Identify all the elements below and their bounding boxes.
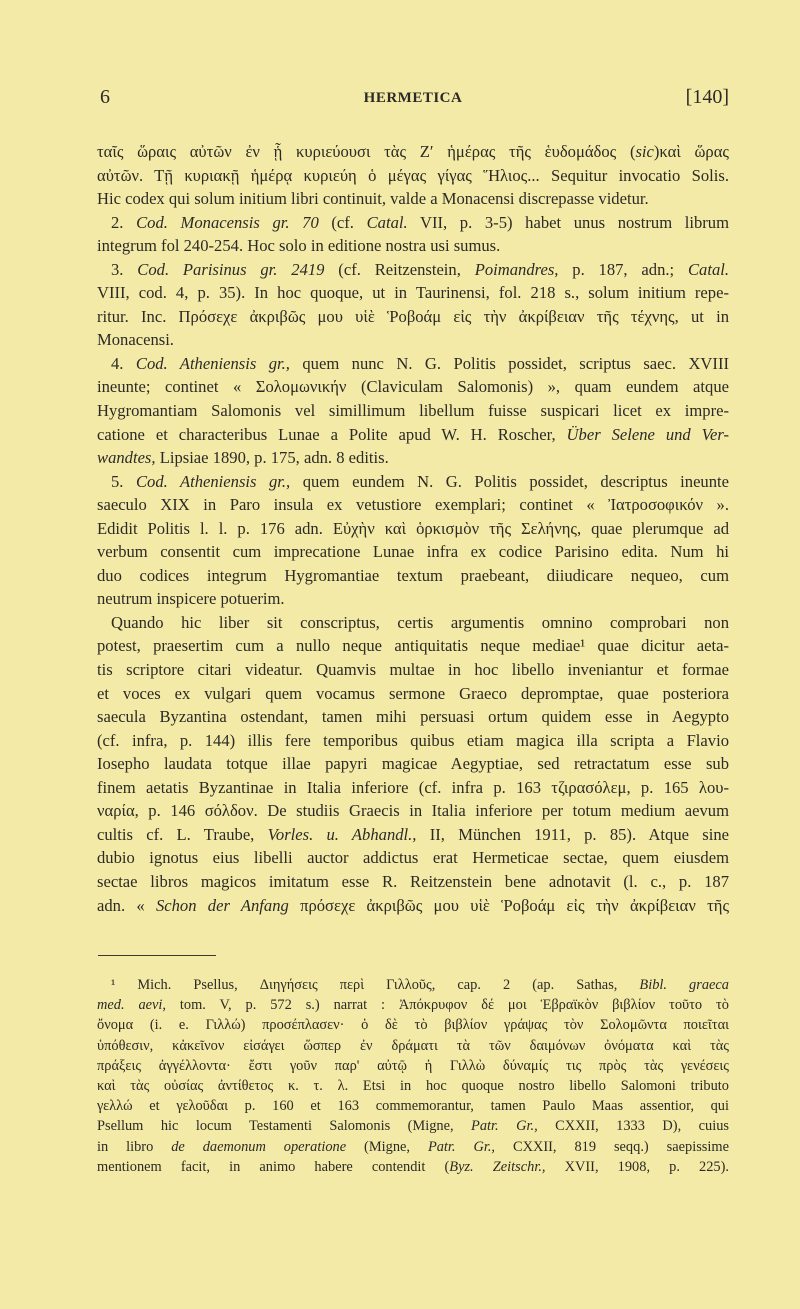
body-line bbox=[97, 352, 729, 376]
body-line bbox=[97, 752, 729, 776]
body-line bbox=[97, 894, 729, 918]
footnote-line bbox=[97, 1116, 729, 1136]
italic-text: Cod. Atheniensis gr., bbox=[135, 353, 290, 373]
body-line bbox=[97, 211, 729, 235]
italic-text: Patr. Gr., bbox=[427, 1138, 496, 1155]
text-segment: finem aetatis Byzantinae in Italia inferiore (cf. infra p. 163 τζιρασόλεμ, p. 165 λου- bbox=[97, 777, 729, 797]
text-segment: Psellum hic locum Testamenti Salomonis (Migne, bbox=[97, 1118, 472, 1135]
text-segment: 4. bbox=[111, 353, 136, 373]
footnote bbox=[97, 975, 729, 1177]
text-segment: 5. bbox=[111, 471, 136, 491]
text-segment: VII, p. 3-5) habet unus nostrum librum bbox=[407, 212, 729, 232]
footnote-line bbox=[97, 1076, 729, 1096]
italic-text: Byz. Zeitschr., bbox=[449, 1158, 546, 1175]
body-line bbox=[97, 187, 729, 211]
body-line bbox=[97, 305, 729, 329]
text-segment: et voces ex vulgari quem vocamus sermone Graeco depromptae, quae posteriora bbox=[97, 683, 729, 703]
body-line bbox=[97, 729, 729, 753]
footnote-line bbox=[97, 975, 729, 995]
text-segment: dubio ignotus eius libelli auctor addictus erat Hermeticae sectae, quem eiusdem bbox=[97, 848, 729, 868]
text-segment: Monacensi. bbox=[97, 330, 174, 350]
footnote-line bbox=[97, 1157, 729, 1177]
text-segment: Lipsiae 1890, p. 175, adn. 8 editis. bbox=[155, 448, 389, 468]
text-segment: tis scriptore citari videatur. Quamvis multae in hoc libello inveniantur et formae bbox=[97, 660, 729, 680]
text-segment: duo codices integrum Hygromantiae textum praebeant, diiudicare nequeo, cum bbox=[97, 565, 729, 585]
text-segment: (cf. infra, p. 144) illis fere temporibus quibus etiam magica illa scripta a Flavio bbox=[97, 730, 729, 750]
body-line bbox=[97, 517, 729, 541]
italic-text: de daemonum operatione bbox=[171, 1138, 347, 1155]
text-segment: ὑπόθεσιν, κἀκεῖνον εἰσάγει ὥσπερ ἐν δράματι τὰ τῶν δαιμόνων ὀνόματα καὶ τὰς bbox=[97, 1037, 729, 1054]
body-line bbox=[97, 587, 729, 611]
text-segment: saecula Byzantina ostendant, tamen mihi persuasi ortum quidem esse in Aegypto bbox=[97, 707, 729, 727]
page-number: 6 bbox=[100, 86, 110, 108]
text-segment: saeculo XIX in Paro insula ex vetustiore exemplari; continet « Ἰατροσοφικόν ». bbox=[97, 495, 729, 515]
body-line bbox=[97, 140, 729, 164]
text-segment: ¹ Mich. Psellus, Διηγήσεις περὶ Γιλλοῦς, cap. 2 (ap. Sathas, bbox=[111, 977, 640, 993]
text-segment: )καὶ ὥρας bbox=[653, 142, 729, 161]
italic-text: wandtes, bbox=[97, 448, 156, 468]
text-segment: 3. bbox=[111, 259, 138, 279]
text-segment: (Migne, bbox=[346, 1138, 428, 1155]
text-segment: quem nunc N. G. Politis possidet, scriptus saec. XVIII bbox=[289, 353, 729, 373]
text-segment: καὶ τὰς οὐσίας ἀντίθετος κ. τ. λ. Etsi in hoc quoque nostro libello Salomoni tributo bbox=[97, 1077, 729, 1094]
body-line bbox=[97, 164, 729, 188]
italic-text: Schon der Anfang bbox=[155, 895, 289, 915]
footnote-line bbox=[97, 1096, 729, 1116]
text-segment: ταῖς ὥραις αὐτῶν ἐν ᾗ κυριεύουσι τὰς Ζ′ ἡμέρας τῆς ἑυδομάδος ( bbox=[97, 142, 636, 161]
body-line bbox=[97, 658, 729, 682]
bracketed-page-number: [140] bbox=[685, 86, 729, 108]
running-title: HERMETICA bbox=[363, 90, 463, 106]
italic-text: Cod. Parisinus gr. 2419 bbox=[137, 259, 325, 279]
body-line bbox=[97, 682, 729, 706]
body-line bbox=[97, 399, 729, 423]
text-segment: p. 187, adn.; bbox=[558, 259, 688, 279]
text-segment: αὐτῶν. Τῇ κυριακῇ ἡμέρᾳ κυριεύη ὁ μέγας γίγας Ἥλιος... Sequitur invocatio Solis. bbox=[97, 165, 729, 185]
text-segment: ὄνομα (i. e. Γιλλώ) προσέπλασεν· ὁ δὲ τὸ βιβλίον γράψας τὸν Σολομῶντα ποιεῖται bbox=[97, 1017, 729, 1034]
text-segment: πρόσεχε ἀκριβῶς μου υἱὲ Ῥοβοάμ εἰς τὴν ἀκρίβειαν τῆς bbox=[288, 895, 729, 915]
text-segment: πράξεις ἀγγέλλοντα· ἔστι γοῦν παρ' αὐτῷ ἡ Γιλλὼ δύναμίς τις πρὸς τὰς γενέσεις bbox=[97, 1057, 729, 1074]
text-segment: γελλώ et γελοῦδαι p. 160 et 163 commemorantur, tamen Paulo Maas assentior, qui bbox=[97, 1098, 729, 1115]
footnote-divider bbox=[98, 955, 216, 956]
italic-text: Catal. bbox=[366, 212, 408, 232]
text-segment: ναρία, p. 146 σόλδον. De studiis Graecis in Italia inferiore per totum medium aevum bbox=[97, 801, 729, 821]
italic-text: Bibl. graeca bbox=[639, 977, 729, 993]
text-segment: XVII, 1908, p. 225). bbox=[545, 1158, 729, 1175]
text-segment: adn. « bbox=[97, 895, 156, 915]
body-line bbox=[97, 258, 729, 282]
text-segment: in libro bbox=[97, 1138, 172, 1155]
text-segment: (cf. Reitzenstein, bbox=[324, 259, 475, 279]
body-line bbox=[97, 493, 729, 517]
italic-text: Cod. Atheniensis gr., bbox=[135, 471, 291, 491]
text-segment: VIII, cod. 4, p. 35). In hoc quoque, ut in Taurinensi, fol. 218 s., solum initium repe- bbox=[97, 283, 729, 303]
body-line bbox=[97, 446, 729, 470]
footnote-line bbox=[97, 995, 729, 1015]
text-segment: (cf. bbox=[318, 212, 367, 232]
text-segment: Hygromantiam Salomonis vel simillimum libellum fuisse suspicari licet ex impre- bbox=[97, 401, 729, 421]
text-segment: integrum fol 240-254. Hoc solo in editione nostra usi sumus. bbox=[97, 236, 501, 256]
text-segment: potest, praesertim cum a nullo neque antiquitatis neque mediae¹ quae dicitur aeta- bbox=[97, 636, 729, 656]
text-segment: catione et characteribus Lunae a Polite apud W. H. Roscher, bbox=[97, 424, 567, 444]
body-text bbox=[97, 140, 729, 917]
text-segment: CXXII, 1333 D), cuius bbox=[537, 1118, 729, 1135]
body-line bbox=[97, 540, 729, 564]
italic-text: Poimandres, bbox=[474, 259, 559, 279]
text-segment: cultis cf. L. Traube, bbox=[97, 824, 268, 844]
text-segment: CXXII, 819 seqq.) saepissime bbox=[495, 1138, 729, 1155]
text-segment: ritur. Inc. Πρόσεχε ἀκριβῶς μου υἱὲ Ῥοβοάμ εἰς τὴν ἀκρίβειαν τῆς τέχνης, ut in bbox=[97, 306, 729, 326]
body-line bbox=[97, 823, 729, 847]
italic-text: Cod. Monacensis gr. 70 bbox=[136, 212, 319, 232]
footnote-line bbox=[97, 1137, 729, 1157]
footnote-line bbox=[97, 1056, 729, 1076]
text-segment: ineunte; continet « Σολομωνικήν (Claviculam Salomonis) », quam eundem atque bbox=[97, 377, 729, 397]
running-header bbox=[97, 86, 729, 116]
body-line bbox=[97, 281, 729, 305]
body-line bbox=[97, 611, 729, 635]
body-line bbox=[97, 799, 729, 823]
body-line bbox=[97, 705, 729, 729]
body-line bbox=[97, 328, 729, 352]
body-line bbox=[97, 870, 729, 894]
text-segment: sectae libros magicos imitatum esse R. Reitzenstein bene adnotavit (l. c., p. 187 bbox=[97, 871, 729, 891]
italic-text: Über Selene und Ver- bbox=[566, 424, 729, 444]
text-segment: neutrum inspicere potuerim. bbox=[97, 589, 285, 609]
text-segment: quem eundem N. G. Politis possidet, descriptus ineunte bbox=[290, 471, 729, 491]
body-line bbox=[97, 634, 729, 658]
text-segment: Quando hic liber sit conscriptus, certis argumentis omnino comprobari non bbox=[111, 612, 729, 632]
body-line bbox=[97, 375, 729, 399]
footnote-line bbox=[97, 1036, 729, 1056]
footnote-line bbox=[97, 1015, 729, 1035]
body-line bbox=[97, 234, 729, 258]
text-segment: 2. bbox=[111, 212, 137, 232]
text-segment: II, München 1911, p. 85). Atque sine bbox=[416, 824, 729, 844]
body-line bbox=[97, 423, 729, 447]
body-line bbox=[97, 776, 729, 800]
italic-text: sic bbox=[635, 142, 654, 161]
text-segment: Hic codex qui solum initium libri continuit, valde a Monacensi discrepasse videtur. bbox=[97, 189, 649, 209]
text-segment: Edidit Politis l. l. p. 176 adn. Εὐχὴν καὶ ὁρκισμὸν τῆς Σελήνης, quae plerumque ad bbox=[97, 518, 729, 538]
italic-text: Catal. bbox=[687, 259, 729, 279]
text-segment: Iosepho laudata totque illae papyri magicae Aegyptiae, sed retractatum esse sub bbox=[97, 754, 729, 774]
italic-text: med. aevi, bbox=[97, 997, 167, 1014]
text-segment: verbum consentit cum imprecatione Lunae infra ex codice Parisino edita. Num hi bbox=[97, 542, 729, 562]
body-line bbox=[97, 846, 729, 870]
text-segment: mentionem facit, in animo habere contendit ( bbox=[97, 1158, 450, 1175]
body-line bbox=[97, 564, 729, 588]
body-line bbox=[97, 470, 729, 494]
italic-text: Patr. Gr., bbox=[471, 1118, 538, 1135]
text-segment: tom. V, p. 572 s.) narrat : Ἀπόκρυφον δέ μοι Ἑβραϊκὸν βιβλίον τοῦτο τὸ bbox=[166, 997, 729, 1014]
italic-text: Vorles. u. Abhandl., bbox=[267, 824, 417, 844]
